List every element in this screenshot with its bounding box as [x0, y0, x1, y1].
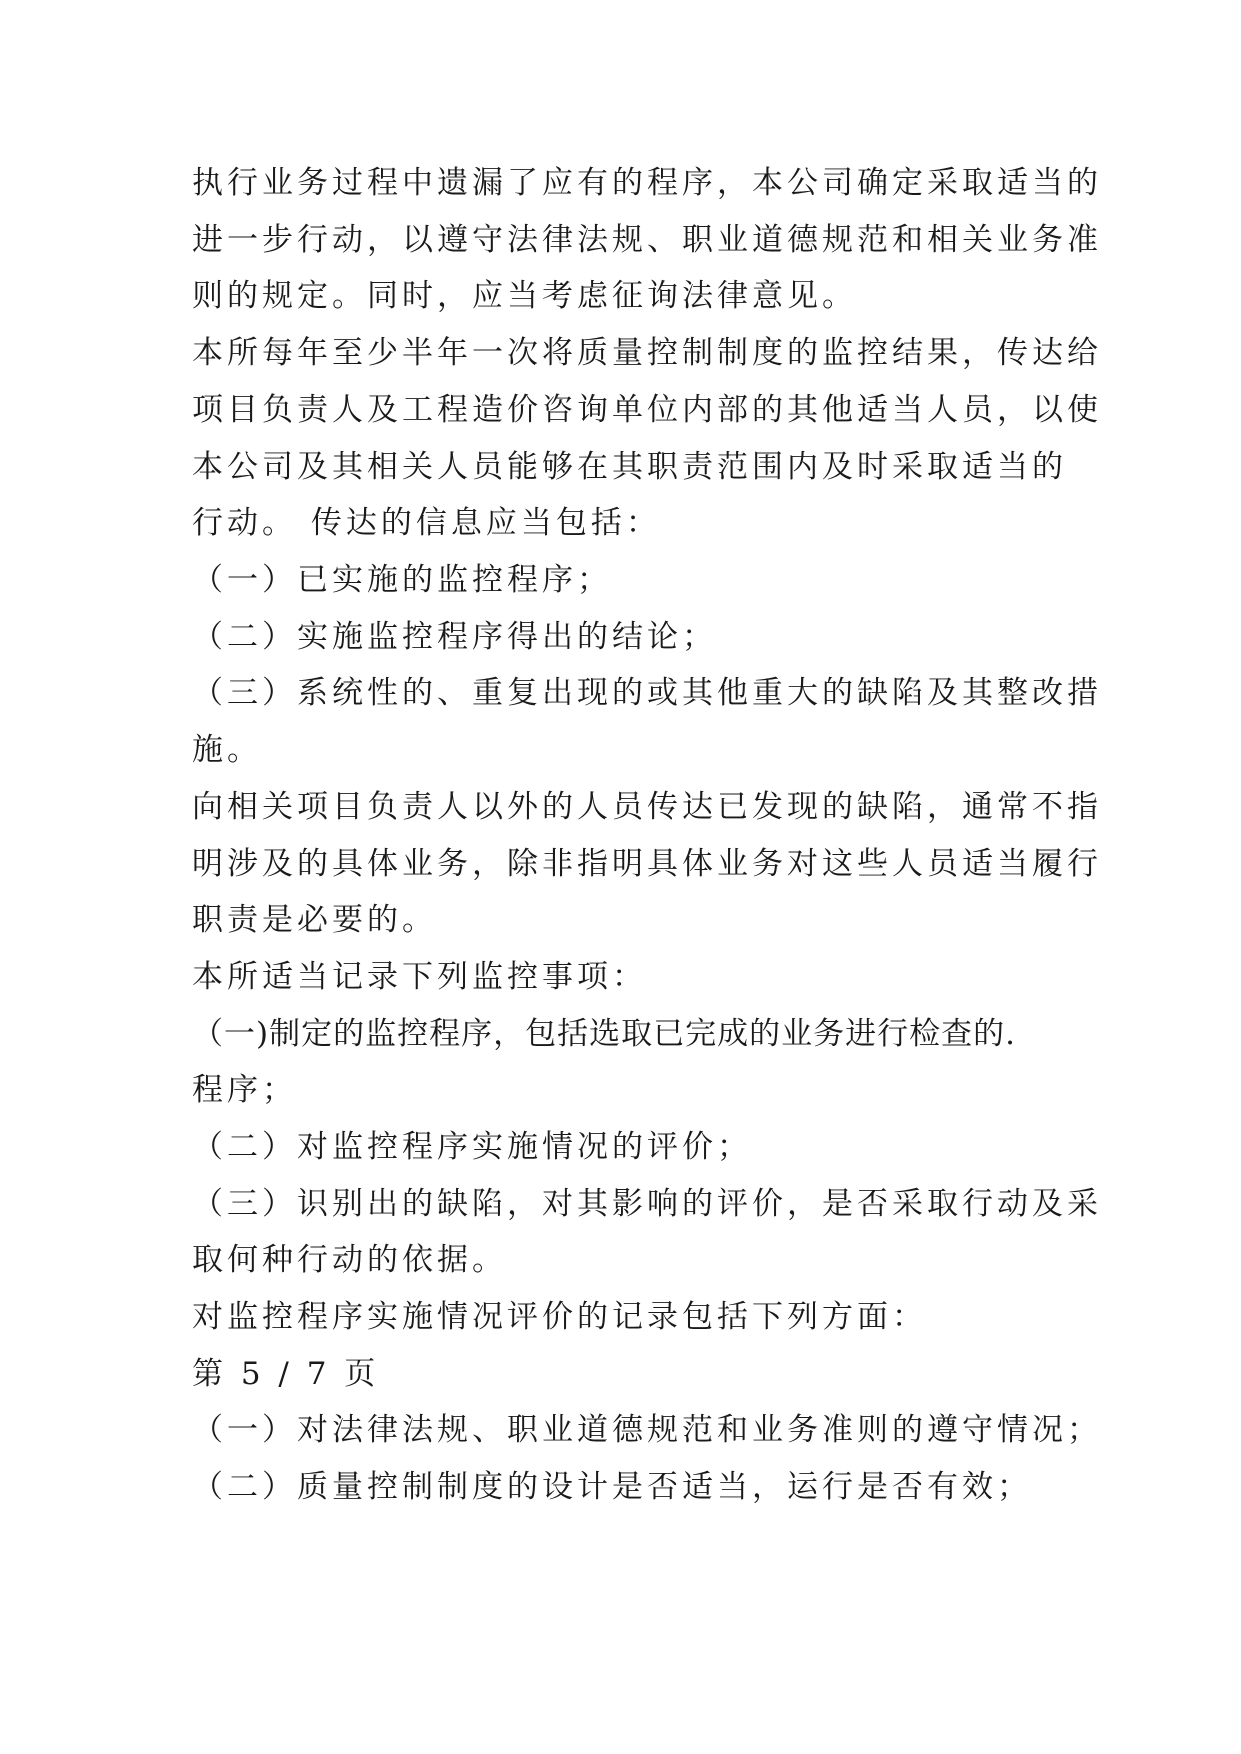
- text-line: 进一步行动，以遵守法律法规、职业道德规范和相关业务准: [192, 222, 1102, 258]
- list-item: （二）实施监控程序得出的结论；: [192, 619, 717, 655]
- page-number: 第 5 / 7 页: [192, 1356, 380, 1392]
- text-line: 执行业务过程中遗漏了应有的程序，本公司确定采取适当的: [192, 165, 1102, 201]
- text-line: 程序；: [192, 1072, 297, 1108]
- list-item: （三）识别出的缺陷，对其影响的评价，是否采取行动及采: [192, 1186, 1102, 1222]
- list-item: （二）对监控程序实施情况的评价；: [192, 1129, 752, 1165]
- text-line: 本所每年至少半年一次将质量控制制度的监控结果，传达给: [192, 335, 1102, 371]
- list-item: （一）已实施的监控程序；: [192, 562, 612, 598]
- text-line: 职责是必要的。: [192, 902, 437, 938]
- text-line: 向相关项目负责人以外的人员传达已发现的缺陷，通常不指: [192, 789, 1102, 825]
- text-line: 行动。 传达的信息应当包括：: [192, 505, 661, 541]
- list-item: （一）对法律法规、职业道德规范和业务准则的遵守情况；: [192, 1412, 1102, 1448]
- text-line: 则的规定。同时，应当考虑征询法律意见。: [192, 278, 857, 314]
- text-line: 施。: [192, 732, 262, 768]
- text-line: 明涉及的具体业务，除非指明具体业务对这些人员适当履行: [192, 846, 1102, 882]
- text-line: 本所适当记录下列监控事项：: [192, 959, 647, 995]
- list-item: （一)制定的监控程序，包括选取已完成的业务进行检查的.: [192, 1016, 1016, 1052]
- text-line: 本公司及其相关人员能够在其职责范围内及时采取适当的: [192, 449, 1067, 485]
- list-item: （二）质量控制制度的设计是否适当，运行是否有效；: [192, 1469, 1032, 1505]
- list-item: （三）系统性的、重复出现的或其他重大的缺陷及其整改措: [192, 675, 1102, 711]
- text-line: 项目负责人及工程造价咨询单位内部的其他适当人员，以使: [192, 392, 1102, 428]
- text-line: 取何种行动的依据。: [192, 1242, 507, 1278]
- text-line: 对监控程序实施情况评价的记录包括下列方面：: [192, 1299, 927, 1335]
